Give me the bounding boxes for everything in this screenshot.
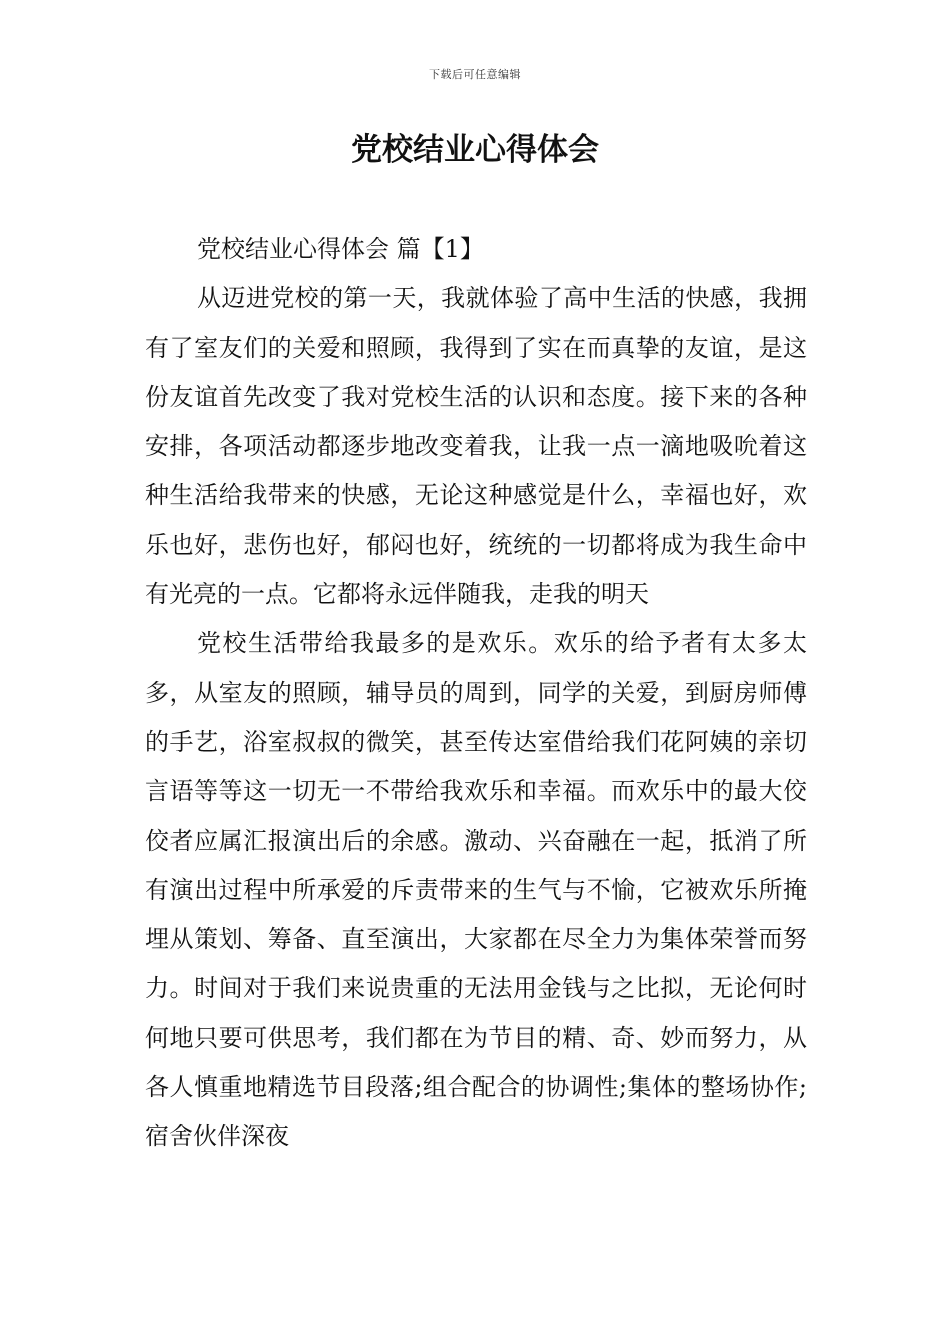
paragraph-2: 党校生活带给我最多的是欢乐。欢乐的给予者有太多太多，从室友的照顾，辅导员的周到，同学的关爱，到厨房师傅的手艺，浴室叔叔的微笑，甚至传达室借给我们花阿姨的亲切言语等等这一切无一不带给我欢乐和幸福。而欢乐中的最大佼佼者应属汇报演出后的余感。激动、兴奋融在一起，抵消了所有演出过程中所承爱的斥责带来的生气与不愉，它被欢乐所掩埋从策划、筹备、直至演出，大家都在尽全力为集体荣誉而努力。时间对于我们来说贵重的无法用金钱与之比拟，无论何时何地只要可供思考，我们都在为节目的精、奇、妙而努力，从各人慎重地精选节目段落;组合配合的协调性;集体的整场协作;宿舍伙伴深夜 <box>145 629 807 1151</box>
document-body <box>145 225 807 1162</box>
section-heading: 党校结业心得体会 篇【1】 <box>197 235 484 263</box>
header-note: 下载后可任意编辑 <box>429 68 521 81</box>
paragraph-1: 从迈进党校的第一天，我就体验了高中生活的快感，我拥有了室友们的关爱和照顾，我得到了实在而真挚的友谊，是这份友谊首先改变了我对党校生活的认识和态度。接下来的各种安排，各项活动都逐步地改变着我，让我一点一滴地吸吮着这种生活给我带来的快感，无论这种感觉是什么，幸福也好，欢乐也好，悲伤也好，郁闷也好，统统的一切都将成为我生命中有光亮的一点。它都将永远伴随我，走我的明天 <box>145 284 807 609</box>
document-title: 党校结业心得体会 <box>351 132 599 168</box>
